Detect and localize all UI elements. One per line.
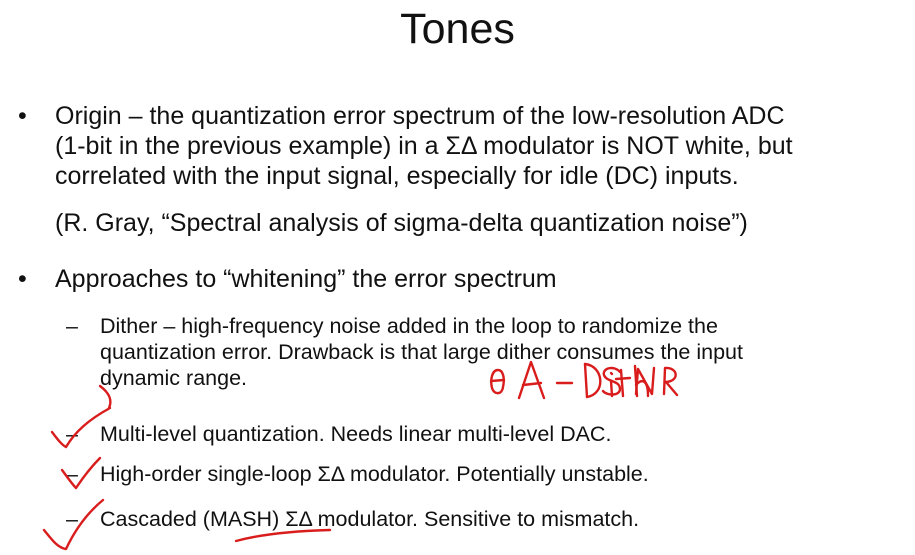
citation: (R. Gray, “Spectral analysis of sigma-delta quantization noise”): [55, 209, 748, 237]
bullet-marker: •: [18, 265, 27, 293]
sub-line: dynamic range.: [100, 366, 247, 390]
bullet-line: correlated with the input signal, especially for idle (DC) inputs.: [55, 162, 739, 190]
slide-title: Tones: [400, 5, 515, 53]
sub-marker: –: [66, 422, 78, 446]
bullet-text: [55, 264, 557, 294]
sub-line: Multi-level quantization. Needs linear multi-level DAC.: [100, 422, 612, 446]
sub-item-text: [100, 313, 743, 391]
sub-item-text: [100, 461, 649, 487]
sub-line: Dither – high-frequency noise added in the loop to randomize the: [100, 314, 718, 338]
bullet-marker: •: [18, 102, 27, 130]
sub-marker: –: [66, 507, 78, 531]
sub-item-text: [100, 421, 611, 447]
bullet-text: [55, 101, 793, 191]
sub-line: quantization error. Drawback is that large dither consumes the input: [100, 340, 743, 364]
sub-line: High-order single-loop ΣΔ modulator. Potentially unstable.: [100, 462, 649, 486]
sub-item-text: [100, 506, 639, 532]
sub-marker: –: [66, 314, 78, 338]
bullet-line: (1-bit in the previous example) in a ΣΔ modulator is NOT white, but: [55, 132, 793, 160]
sub-line: Cascaded (MASH) ΣΔ modulator. Sensitive to mismatch.: [100, 507, 640, 531]
bullet-line: Approaches to “whitening” the error spectrum: [55, 265, 557, 293]
sub-marker: –: [66, 462, 78, 486]
bullet-line: Origin – the quantization error spectrum of the low-resolution ADC: [55, 102, 785, 130]
